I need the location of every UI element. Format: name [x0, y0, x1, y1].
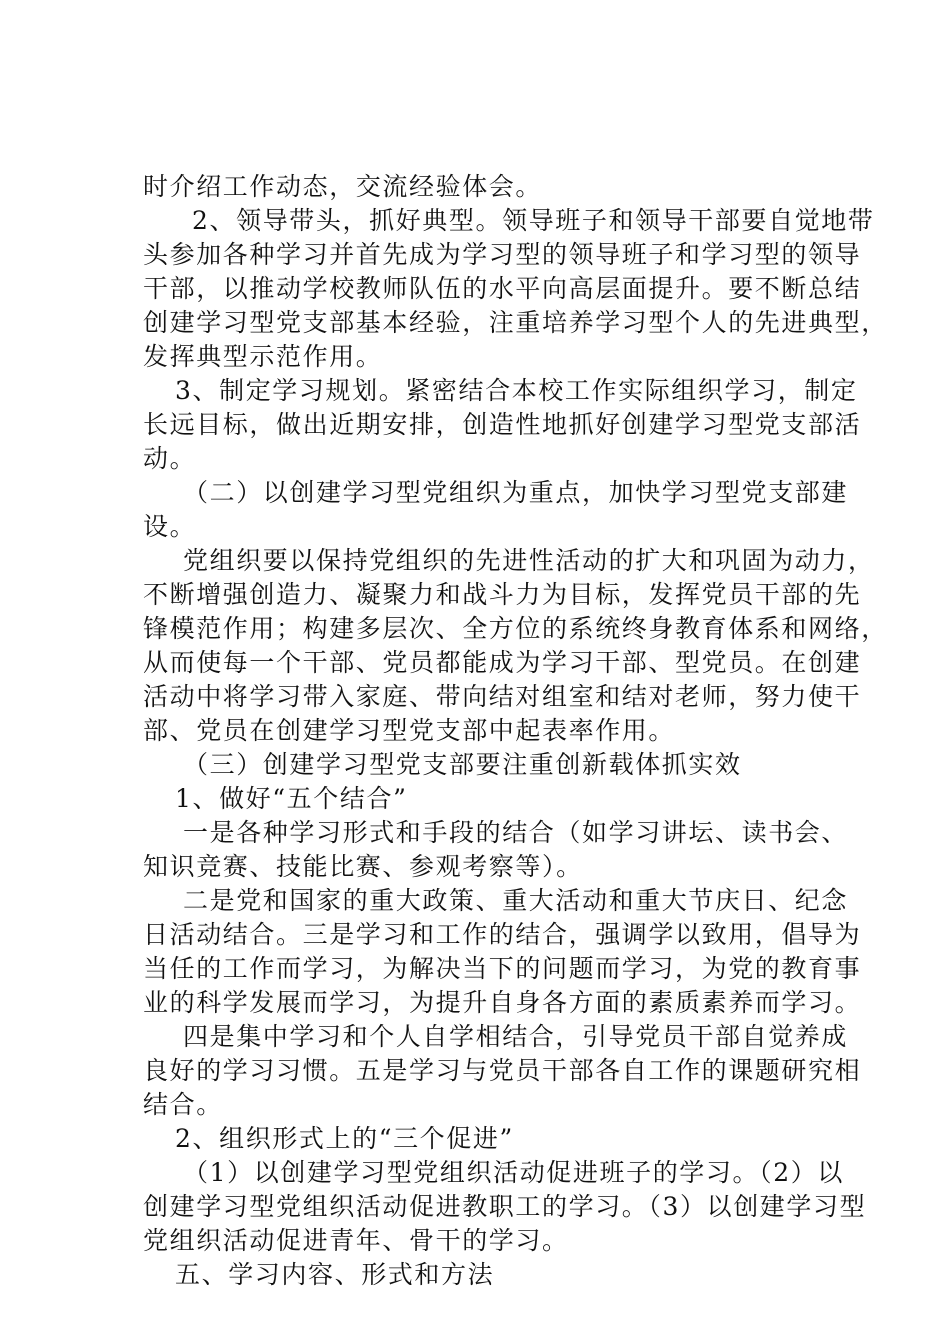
text-line: （三）创建学习型党支部要注重创新载体抓实效	[183, 750, 742, 779]
text-line: 发挥典型示范作用。	[143, 342, 383, 371]
text-line: 结合。	[143, 1090, 223, 1119]
text-line: 干部，以推动学校教师队伍的水平向高层面提升。要不断总结	[143, 274, 862, 303]
text-line: 长远目标，做出近期安排，创造性地抓好创建学习型党支部活	[143, 410, 862, 439]
section-heading: 五、学习内容、形式和方法	[175, 1260, 495, 1289]
text-line: 当任的工作而学习，为解决当下的问题而学习，为党的教育事	[143, 954, 862, 983]
text-line: 活动中将学习带入家庭、带向结对组室和结对老师，努力使干	[143, 682, 862, 711]
text-line: 部、党员在创建学习型党支部中起表率作用。	[143, 716, 676, 745]
text-line: 党组织要以保持党组织的先进性活动的扩大和巩固为动力，	[183, 546, 875, 575]
text-line: 日活动结合。三是学习和工作的结合，强调学以致用，倡导为	[143, 920, 862, 949]
text-line: （二）以创建学习型党组织为重点，加快学习型党支部建	[183, 478, 849, 507]
text-line: 设。	[143, 512, 197, 541]
text-line: 一是各种学习形式和手段的结合（如学习讲坛、读书会、	[183, 818, 849, 847]
text-line: （1）以创建学习型党组织活动促进班子的学习。（2）以	[183, 1158, 844, 1187]
text-line: 2、领导带头，抓好典型。领导班子和领导干部要自觉地带	[192, 206, 875, 235]
text-line: 时介绍工作动态，交流经验体会。	[143, 172, 543, 201]
text-line: 创建学习型党支部基本经验，注重培养学习型个人的先进典型，	[143, 308, 888, 337]
text-line: 2、组织形式上的“三个促进”	[175, 1124, 514, 1153]
text-line: 不断增强创造力、凝聚力和战斗力为目标，发挥党员干部的先	[143, 580, 862, 609]
text-line: 创建学习型党组织活动促进教职工的学习。（3）以创建学习型	[143, 1192, 867, 1221]
text-line: 从而使每一个干部、党员都能成为学习干部、型党员。在创建	[143, 648, 862, 677]
text-line: 1、做好“五个结合”	[175, 784, 408, 813]
text-line: 知识竞赛、技能比赛、参观考察等）。	[143, 852, 583, 881]
text-line: 动。	[143, 444, 197, 473]
text-line: 二是党和国家的重大政策、重大活动和重大节庆日、纪念	[183, 886, 849, 915]
text-line: 锋模范作用；构建多层次、全方位的系统终身教育体系和网络，	[143, 614, 888, 643]
text-line: 业的科学发展而学习，为提升自身各方面的素质素养而学习。	[143, 988, 862, 1017]
text-line: 3、制定学习规划。紧密结合本校工作实际组织学习，制定	[175, 376, 858, 405]
text-line: 党组织活动促进青年、骨干的学习。	[143, 1226, 569, 1255]
text-line: 良好的学习习惯。五是学习与党员干部各自工作的课题研究相	[143, 1056, 862, 1085]
text-line: 四是集中学习和个人自学相结合，引导党员干部自觉养成	[183, 1022, 849, 1051]
text-line: 头参加各种学习并首先成为学习型的领导班子和学习型的领导	[143, 240, 862, 269]
